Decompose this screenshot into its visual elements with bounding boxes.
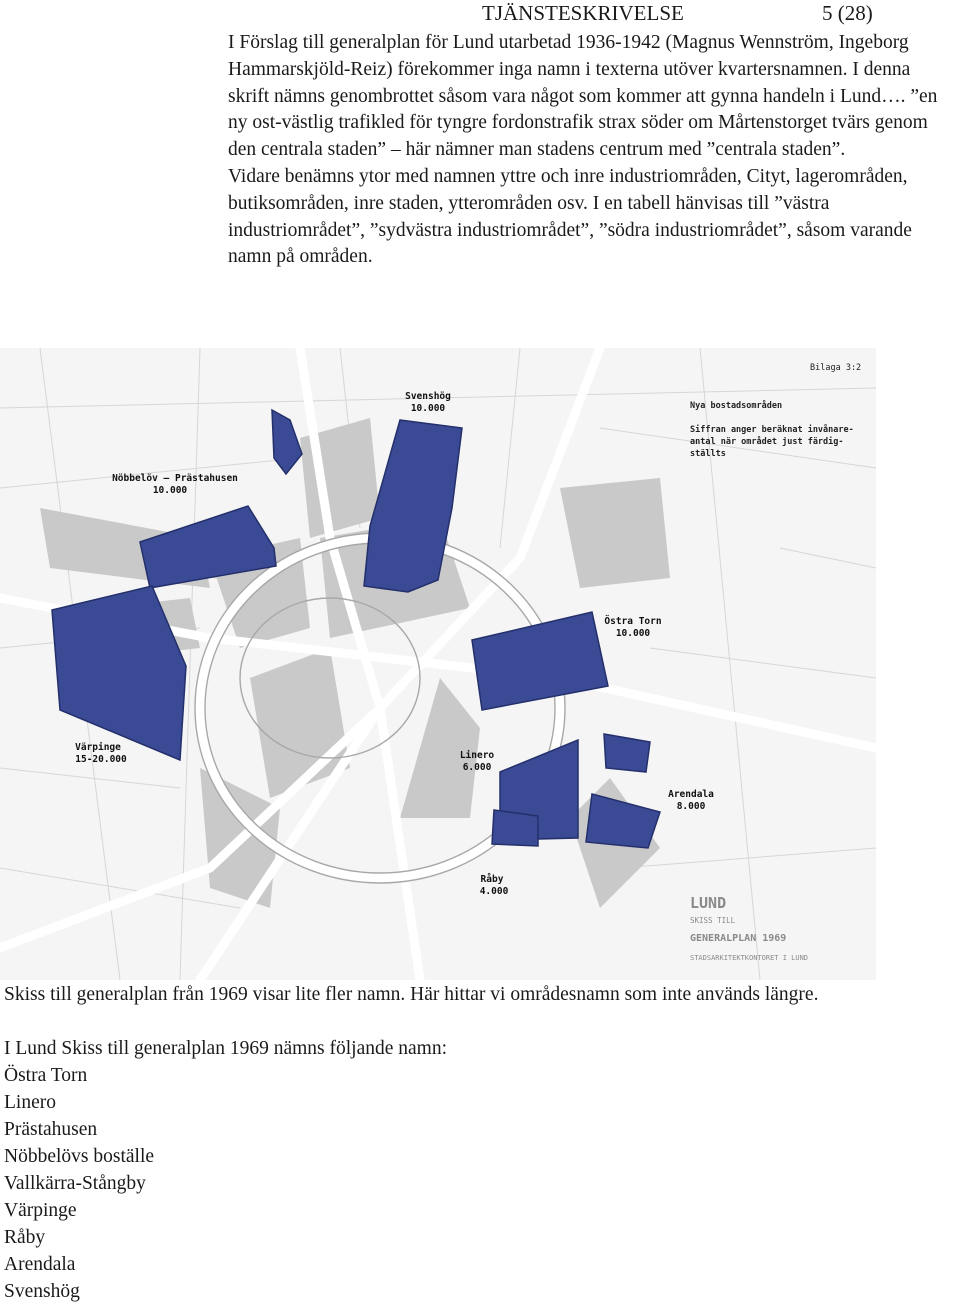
map-plan-title: GENERALPLAN 1969 <box>690 933 787 944</box>
map-image <box>0 348 876 980</box>
list-item: Arendala <box>4 1254 76 1275</box>
list-item: Råby <box>4 1227 46 1248</box>
list-item: Östra Torn <box>4 1065 88 1086</box>
map-caption: Skiss till generalplan från 1969 visar lite fler namn. Här hittar vi områdesnamn som inte används längre. <box>4 984 819 1005</box>
label-ostra-torn-pop: 10.000 <box>615 628 651 639</box>
legend-line-2: Siffran anger beräknat invånare- <box>690 425 854 435</box>
label-svenshog-pop: 10.000 <box>410 403 446 414</box>
map-office: STADSARKITEKTKONTORET I LUND <box>690 954 809 962</box>
page-number: 5 (28) <box>822 1 873 25</box>
list-item: Nöbbelövs boställe <box>4 1146 155 1167</box>
list-item: Värpinge <box>4 1200 77 1221</box>
names-intro: I Lund Skiss till generalplan 1969 nämns följande namn: <box>4 1038 448 1059</box>
label-svenshog: Svenshög <box>405 391 451 402</box>
area-raby <box>492 810 538 846</box>
names-list <box>4 1062 154 1305</box>
list-item: Svenshög <box>4 1281 80 1302</box>
label-linero-pop: 6.000 <box>462 762 492 773</box>
list-item: Prästahusen <box>4 1119 98 1140</box>
generalplan-map <box>0 348 876 980</box>
map-title: LUND <box>690 894 727 912</box>
label-nobbelov: Nöbbelöv – Prästahusen <box>112 473 238 484</box>
page-header <box>482 0 882 26</box>
label-varpinge: Värpinge <box>75 742 121 753</box>
label-nobbelov-pop: 10.000 <box>152 485 188 496</box>
intro-paragraph-1: I Förslag till generalplan för Lund utarbetad 1936-1942 (Magnus Wennström, Ingeborg Hammarskjöld-Reiz) förekommer inga namn i texterna utöver kvartersnamnen. I denna skrift nämns genombrottet såsom vara något som kommer att gynna handeln i Lund…. ”en ny ost-västlig trafikled för tyngre fordonstrafik strax söder om Mårtenstorget tvärs genom den centrala staden” – här nämner man stadens centrum med ”centrala staden”. <box>228 32 938 161</box>
legend-line-4: ställts <box>690 449 726 459</box>
legend-line-3: antal när området just färdig- <box>690 437 844 447</box>
intro-text <box>228 30 956 271</box>
intro-paragraph-2: Vidare benämns ytor med namnen yttre och inre industriområden, Cityt, lagerområden, butiksområden, inre staden, ytterområden osv. I en tabell hänvisas till ”västra industriområdet”, ”sydvästra industriområdet”, ”södra industriområdet”, såsom varande namn på områden. <box>228 165 912 268</box>
label-raby-pop: 4.000 <box>479 886 509 897</box>
list-item: Linero <box>4 1092 56 1113</box>
map-appendix: Bilaga 3:2 <box>810 363 862 373</box>
label-arendala-pop: 8.000 <box>676 801 706 812</box>
label-raby: Råby <box>480 874 504 885</box>
list-item: Vallkärra-Stångby <box>4 1173 146 1194</box>
label-varpinge-pop: 15-20.000 <box>75 754 127 765</box>
label-linero: Linero <box>459 750 495 761</box>
label-arendala: Arendala <box>668 789 714 800</box>
document-type: TJÄNSTESKRIVELSE <box>482 1 684 25</box>
map-subtitle: SKISS TILL <box>690 916 736 925</box>
legend-title: Nya bostadsområden <box>690 401 783 411</box>
label-ostra-torn: Östra Torn <box>604 616 662 627</box>
